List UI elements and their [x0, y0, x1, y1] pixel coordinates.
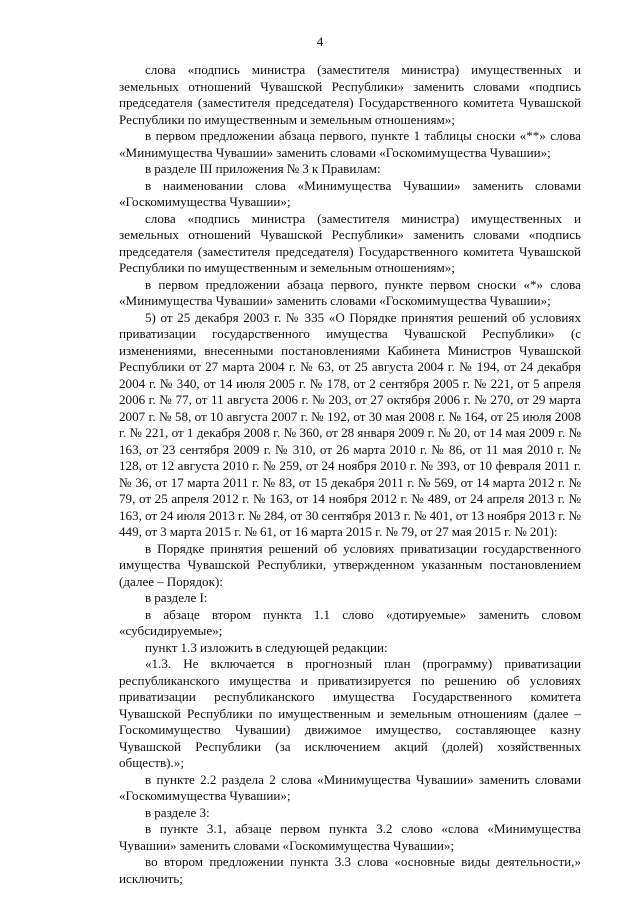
paragraph: пункт 1.3 изложить в следующей редакции: — [145, 639, 388, 655]
page-number: 4 — [316, 34, 324, 49]
paragraph: в первом предложении абзаца первого, пункте первом сноски «*» слова «Минимущества Чувашии» заменить словами «Госкомимущества Чувашии»; — [119, 276, 581, 308]
paragraph: в Порядке принятия решений об условиях приватизации государственного имущества Чувашской Республики, утвержденном указанным постановлением (далее – Порядок): — [119, 540, 581, 589]
paragraph: в пункте 3.1, абзаце первом пункта 3.2 слово «слова «Минимущества Чувашии» заменить словами «Госкомимущества Чувашии»; — [119, 821, 581, 853]
paragraph: в разделе III приложения № 3 к Правилам: — [145, 161, 381, 176]
paragraph: в абзаце втором пункта 1.1 слово «дотируемые» заменить словом «субсидируемые»; — [119, 606, 581, 638]
paragraph: в разделе 3: — [145, 804, 210, 820]
paragraph: слова «подпись министра (заместителя министра) имущественных и земельных отношений Чувашской Республики» заменить словами «подпись председателя (заместителя председателя) Государственного комитета Чувашской Республики по имущественным и земельным отношениям»; — [119, 62, 581, 127]
paragraph: во втором предложении пункта 3.3 слова «основные виды деятельности,» исключить; — [119, 854, 581, 886]
paragraph: в разделе I: — [145, 590, 208, 605]
paragraph: в наименовании слова «Минимущества Чувашии» заменить словами «Госкомимущества Чувашии»; — [119, 177, 581, 209]
document-body — [119, 62, 581, 887]
paragraph: «1.3. Не включается в прогнозный план (программу) приватизации республиканского имущества и приватизируется по решению об условиях приватизации республиканского имущества Государственного комитета Чувашской Республики по имущественным и земельным отношениям (далее – Госкомимущество Чувашии) движимое имущество, составляющее казну Чувашской Республики (за исключением акций (долей) хозяйственных обществ).»; — [119, 656, 581, 770]
paragraph: в первом предложении абзаца первого, пункте 1 таблицы сноски «**» слова «Минимущества Чувашии» заменить словами «Госкомимущества Чувашии»; — [119, 128, 581, 160]
paragraph: 5) от 25 декабря 2003 г. № 335 «О Порядке принятия решений об условиях приватизации государственного имущества Чувашской Республики» (с изменениями, внесенными постановлениями Кабинета Министров Чувашской Республики от 27 марта 2004 г. № 63, от 25 августа 2004 г. № 194, от 24 декабря 2004 г. № 340, от 14 июля 2005 г. № 178, от 2 сентября 2005 г. № 221, от 5 апреля 2006 г. № 77, от 11 августа 2006 г. № 203, от 27 октября 2006 г. № 270, от 29 марта 2007 г. № 58, от 10 августа 2007 г. № 192, от 30 мая 2008 г. № 164, от 25 июля 2008 г. № 221, от 1 декабря 2008 г. № 360, от 28 января 2009 г. № 20, от 14 мая 2009 г. № 163, от 23 сентября 2009 г. № 310, от 26 марта 2010 г. № 86, от 11 мая 2010 г. № 128, от 12 августа 2010 г. № 259, от 24 ноября 2010 г. № 393, от 10 февраля 2011 г. № 36, от 17 марта 2011 г. № 83, от 15 декабря 2011 г. № 569, от 14 марта 2012 г. № 79, от 25 апреля 2012 г. № 163, от 14 ноября 2012 г. № 489, от 24 апреля 2013 г. № 163, от 24 июля 2013 г. № 284, от 30 сентября 2013 г. № 401, от 13 ноября 2013 г. № 449, от 3 марта 2015 г. № 61, от 16 марта 2015 г. № 79, от 27 мая 2015 г. № 201): — [119, 309, 581, 539]
paragraph: слова «подпись министра (заместителя министра) имущественных и земельных отношений Чувашской Республики» заменить словами «подпись председателя (заместителя председателя) Государственного комитета Чувашской Республики по имущественным и земельным отношениям»; — [119, 210, 581, 275]
paragraph: в пункте 2.2 раздела 2 слова «Минимущества Чувашии» заменить словами «Госкомимущества Чувашии»; — [119, 771, 581, 803]
